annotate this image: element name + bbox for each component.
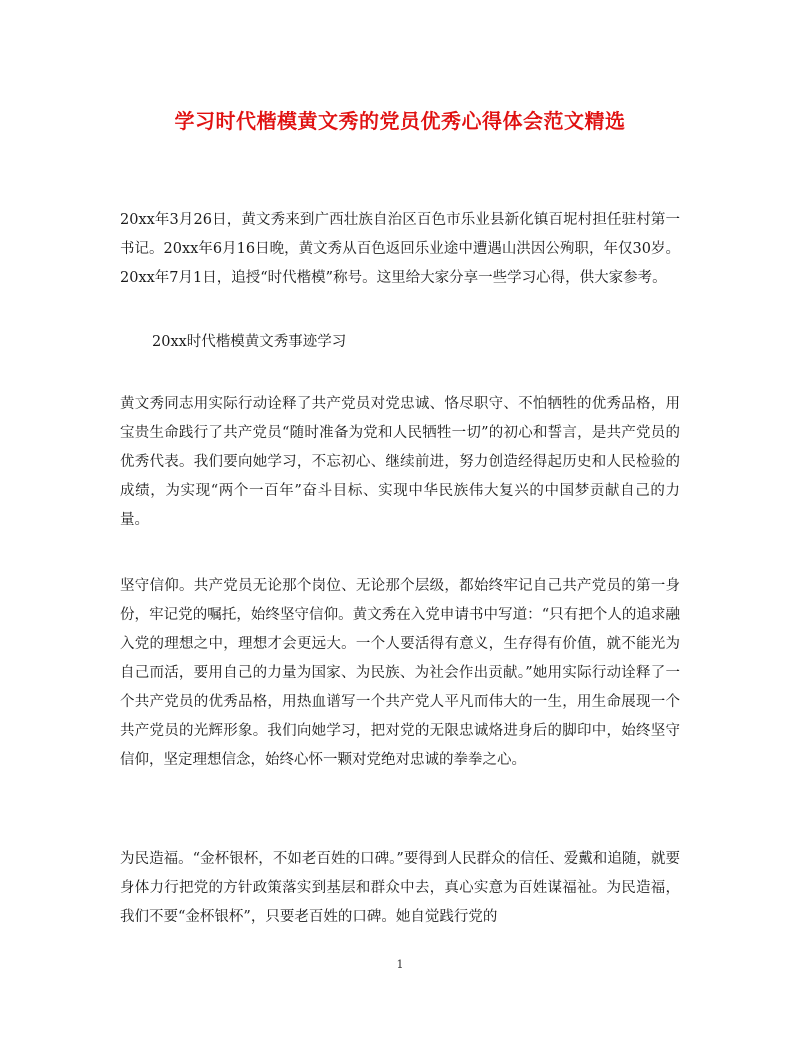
page-number: 1 [396,958,404,971]
body-paragraph-3: 为民造福。“金杯银杯，不如老百姓的口碑。”要得到人民群众的信任、爱戴和追随，就要身体力行把党的方针政策落实到基层和群众中去，真心实意为百姓谋福祉。为民造福，我们不要“金杯银杯”，只要老百姓的口碑。她自觉践行党的 [120,851,680,925]
body-paragraph-1: 黄文秀同志用实际行动诠释了共产党员对党忠诚、恪尽职守、不怕牺牲的优秀品格，用宝贵生命践行了共产党员“随时准备为党和人民牺牲一切”的初心和誓言，是共产党员的优秀代表。我们要向她学习，不忘初心、继续前进，努力创造经得起历史和人民检验的成绩，为实现“两个一百年”奋斗目标、实现中华民族伟大复兴的中国梦贡献自己的力量。 [120,396,680,528]
document-title: 学习时代楷模黄文秀的党员优秀心得体会范文精选 [174,109,626,133]
section-subheading: 20xx时代楷模黄文秀事迹学习 [152,334,347,350]
intro-paragraph: 20xx年3月26日，黄文秀来到广西壮族自治区百色市乐业县新化镇百坭村担任驻村第一书记。20xx年6月16日晚，黄文秀从百色返回乐业途中遭遇山洪因公殉职，年仅30岁。20xx年7月1日，追授“时代楷模”称号。这里给大家分享一些学习心得，供大家参考。 [120,212,680,286]
body-paragraph-2: 坚守信仰。共产党员无论那个岗位、无论那个层级，都始终牢记自己共产党员的第一身份，牢记党的嘱托，始终坚守信仰。黄文秀在入党申请书中写道：“只有把个人的追求融入党的理想之中，理想才会更远大。一个人要活得有意义，生存得有价值，就不能光为自己而活，要用自己的力量为国家、为民族、为社会作出贡献。”她用实际行动诠释了一个共产党员的优秀品格，用热血谱写一个共产党人平凡而伟大的一生，用生命展现一个共产党员的光辉形象。我们向她学习，把对党的无限忠诚烙进身后的脚印中，始终坚守信仰，坚定理想信念，始终心怀一颗对党绝对忠诚的拳拳之心。 [120,578,680,768]
